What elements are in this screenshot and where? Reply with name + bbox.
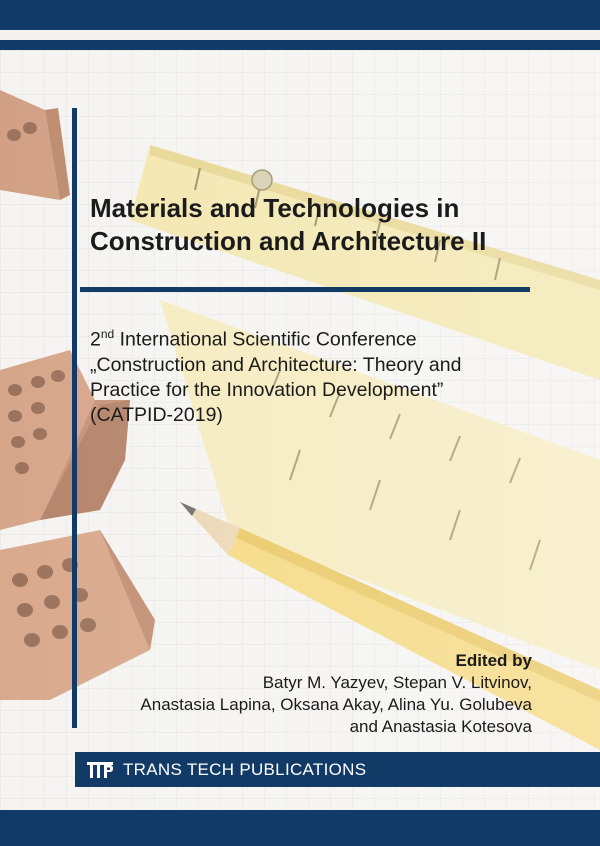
conference-subtitle [90, 322, 560, 428]
publisher-banner [75, 752, 600, 787]
subtitle-line-3: Practice for the Innovation Development” [90, 378, 444, 401]
book-title-line-1: Materials and Technologies in [90, 193, 460, 223]
top-navy-stripe [0, 40, 600, 50]
subtitle-line-1-text: International Scientific Conference [114, 328, 417, 351]
editors-line-2: Anastasia Lapina, Oksana Akay, Alina Yu. Golubeva [140, 695, 532, 714]
editors-block [140, 650, 532, 738]
ttp-logo-icon [87, 762, 113, 778]
edited-by-label: Edited by [455, 651, 532, 670]
publisher-name: TRANS TECH PUBLICATIONS [123, 760, 367, 779]
book-title-line-2: Construction and Architecture II [90, 226, 487, 256]
bottom-navy-band [0, 810, 600, 846]
ordinal-suffix: nd [100, 327, 115, 341]
accent-vertical-rule [72, 108, 77, 728]
editors-line-3: and Anastasia Kotesova [349, 717, 532, 736]
title-divider [80, 287, 530, 292]
top-navy-band [0, 0, 600, 30]
book-title [90, 192, 560, 258]
subtitle-line-4: (CATPID-2019) [90, 403, 223, 426]
subtitle-line-1 [90, 322, 560, 353]
subtitle-line-2: „Construction and Architecture: Theory and [90, 353, 462, 376]
editors-line-1: Batyr M. Yazyev, Stepan V. Litvinov, [262, 673, 532, 692]
ordinal-number: 2 [90, 328, 101, 351]
